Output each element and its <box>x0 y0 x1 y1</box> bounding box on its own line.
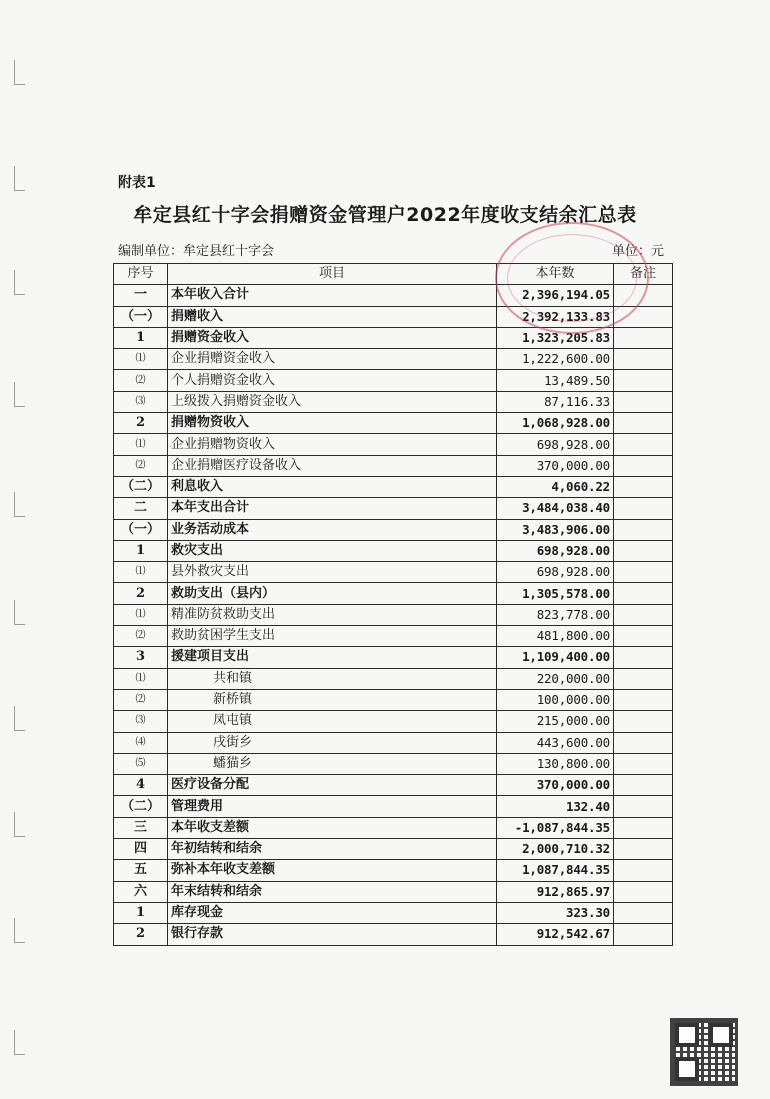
table-row <box>114 839 673 860</box>
table-row <box>114 775 673 796</box>
row-amount: 1,323,205.83 <box>497 327 614 348</box>
row-note <box>614 306 673 327</box>
row-amount: 912,542.67 <box>497 924 614 945</box>
header-amount: 本年数 <box>497 264 614 285</box>
row-seq: ⑵ <box>114 689 168 710</box>
table-row <box>114 583 673 604</box>
table-row <box>114 306 673 327</box>
row-note <box>614 775 673 796</box>
row-seq: ⑶ <box>114 391 168 412</box>
table-row <box>114 476 673 497</box>
row-note <box>614 753 673 774</box>
qr-finder-pattern <box>675 1057 699 1081</box>
row-item: 利息收入 <box>168 476 497 497</box>
table-row <box>114 540 673 561</box>
row-item: 企业捐赠物资收入 <box>168 434 497 455</box>
binding-mark <box>14 60 25 85</box>
row-item: 新桥镇 <box>168 689 497 710</box>
table-row <box>114 817 673 838</box>
currency-unit: 单位：元 <box>612 244 665 259</box>
table-row <box>114 285 673 306</box>
row-note <box>614 881 673 902</box>
table-row <box>114 668 673 689</box>
row-note <box>614 924 673 945</box>
row-note <box>614 689 673 710</box>
qr-code <box>670 1018 738 1086</box>
row-seq: 五 <box>114 860 168 881</box>
row-note <box>614 562 673 583</box>
row-seq: ⑵ <box>114 626 168 647</box>
row-amount: 1,068,928.00 <box>497 413 614 434</box>
row-note <box>614 817 673 838</box>
document-title: 牟定县红十字会捐赠资金管理户2022年度收支结余汇总表 <box>133 204 637 226</box>
header-item: 项目 <box>168 264 497 285</box>
row-note <box>614 370 673 391</box>
row-seq: （一） <box>114 519 168 540</box>
row-seq: 2 <box>114 413 168 434</box>
binding-mark <box>14 166 25 191</box>
row-seq: 三 <box>114 817 168 838</box>
binding-mark <box>14 812 25 837</box>
table-row <box>114 413 673 434</box>
row-item: 本年支出合计 <box>168 498 497 519</box>
row-amount: 3,484,038.40 <box>497 498 614 519</box>
table-row <box>114 327 673 348</box>
row-note <box>614 349 673 370</box>
row-item: 医疗设备分配 <box>168 775 497 796</box>
row-seq: 3 <box>114 647 168 668</box>
binding-mark <box>14 918 25 943</box>
row-amount: 823,778.00 <box>497 604 614 625</box>
row-amount: 2,396,194.05 <box>497 285 614 306</box>
row-seq: ⑴ <box>114 604 168 625</box>
row-seq: 1 <box>114 327 168 348</box>
row-item: 捐赠资金收入 <box>168 327 497 348</box>
table-row <box>114 604 673 625</box>
table-row <box>114 498 673 519</box>
row-seq: ⑵ <box>114 370 168 391</box>
row-amount: 3,483,906.00 <box>497 519 614 540</box>
row-amount: 2,392,133.83 <box>497 306 614 327</box>
row-note <box>614 476 673 497</box>
binding-margin-marks <box>14 0 34 1099</box>
table-row <box>114 753 673 774</box>
table-row <box>114 647 673 668</box>
table-row <box>114 391 673 412</box>
row-item: 救助支出（县内） <box>168 583 497 604</box>
row-amount: 1,087,844.35 <box>497 860 614 881</box>
row-seq: 1 <box>114 902 168 923</box>
row-seq: ⑸ <box>114 753 168 774</box>
row-seq: ⑴ <box>114 434 168 455</box>
table-header-row <box>114 264 673 285</box>
row-item: 库存现金 <box>168 902 497 923</box>
row-note <box>614 434 673 455</box>
row-note <box>614 391 673 412</box>
table-row <box>114 711 673 732</box>
row-item: 援建项目支出 <box>168 647 497 668</box>
row-item: 救助贫困学生支出 <box>168 626 497 647</box>
binding-mark <box>14 492 25 517</box>
row-amount: 130,800.00 <box>497 753 614 774</box>
row-amount: 215,000.00 <box>497 711 614 732</box>
header-note: 备注 <box>614 264 673 285</box>
row-note <box>614 498 673 519</box>
row-note <box>614 285 673 306</box>
row-amount: 2,000,710.32 <box>497 839 614 860</box>
row-seq: （二） <box>114 796 168 817</box>
row-seq: 2 <box>114 924 168 945</box>
row-note <box>614 540 673 561</box>
row-amount: 1,305,578.00 <box>497 583 614 604</box>
binding-mark <box>14 270 25 295</box>
table-row <box>114 434 673 455</box>
row-item: 弥补本年收支差额 <box>168 860 497 881</box>
row-amount: 100,000.00 <box>497 689 614 710</box>
table-row <box>114 732 673 753</box>
table-row <box>114 562 673 583</box>
row-item: 蟠猫乡 <box>168 753 497 774</box>
binding-mark <box>14 706 25 731</box>
row-item: 管理费用 <box>168 796 497 817</box>
table-row <box>114 626 673 647</box>
row-amount: 13,489.50 <box>497 370 614 391</box>
summary-table <box>113 263 673 946</box>
row-item: 共和镇 <box>168 668 497 689</box>
row-amount: 912,865.97 <box>497 881 614 902</box>
row-note <box>614 732 673 753</box>
row-amount: 4,060.22 <box>497 476 614 497</box>
row-item: 年末结转和结余 <box>168 881 497 902</box>
table-row <box>114 689 673 710</box>
row-amount: 698,928.00 <box>497 562 614 583</box>
row-item: 企业捐赠资金收入 <box>168 349 497 370</box>
row-seq: ⑴ <box>114 349 168 370</box>
table-row <box>114 860 673 881</box>
row-note <box>614 839 673 860</box>
row-amount: 698,928.00 <box>497 434 614 455</box>
row-item: 上级拨入捐赠资金收入 <box>168 391 497 412</box>
row-amount: 1,222,600.00 <box>497 349 614 370</box>
row-note <box>614 455 673 476</box>
row-amount: 220,000.00 <box>497 668 614 689</box>
row-note <box>614 327 673 348</box>
row-seq: 四 <box>114 839 168 860</box>
row-seq: 一 <box>114 285 168 306</box>
row-item: 业务活动成本 <box>168 519 497 540</box>
row-amount: 481,800.00 <box>497 626 614 647</box>
row-note <box>614 413 673 434</box>
row-note <box>614 647 673 668</box>
compiler-unit: 编制单位：牟定县红十字会 <box>118 244 275 259</box>
row-amount: 698,928.00 <box>497 540 614 561</box>
binding-mark <box>14 600 25 625</box>
binding-mark <box>14 382 25 407</box>
row-item: 本年收入合计 <box>168 285 497 306</box>
row-note <box>614 519 673 540</box>
row-amount: 443,600.00 <box>497 732 614 753</box>
row-amount: -1,087,844.35 <box>497 817 614 838</box>
row-note <box>614 711 673 732</box>
row-item: 企业捐赠医疗设备收入 <box>168 455 497 476</box>
attachment-label: 附表1 <box>118 175 156 191</box>
row-note <box>614 626 673 647</box>
row-seq: ⑶ <box>114 711 168 732</box>
row-item: 本年收支差额 <box>168 817 497 838</box>
row-item: 捐赠收入 <box>168 306 497 327</box>
row-seq: （二） <box>114 476 168 497</box>
row-note <box>614 796 673 817</box>
table-row <box>114 370 673 391</box>
row-seq: 4 <box>114 775 168 796</box>
row-amount: 370,000.00 <box>497 455 614 476</box>
row-seq: ⑷ <box>114 732 168 753</box>
row-item: 戌街乡 <box>168 732 497 753</box>
row-seq: 六 <box>114 881 168 902</box>
table-row <box>114 924 673 945</box>
row-seq: 2 <box>114 583 168 604</box>
row-note <box>614 902 673 923</box>
row-item: 精准防贫救助支出 <box>168 604 497 625</box>
row-amount: 370,000.00 <box>497 775 614 796</box>
row-item: 个人捐赠资金收入 <box>168 370 497 391</box>
row-note <box>614 583 673 604</box>
binding-mark <box>14 1030 25 1055</box>
row-seq: 1 <box>114 540 168 561</box>
table-row <box>114 881 673 902</box>
row-item: 救灾支出 <box>168 540 497 561</box>
row-seq: ⑴ <box>114 668 168 689</box>
table-row <box>114 796 673 817</box>
row-note <box>614 668 673 689</box>
row-note <box>614 860 673 881</box>
row-item: 银行存款 <box>168 924 497 945</box>
row-seq: （一） <box>114 306 168 327</box>
row-seq: ⑴ <box>114 562 168 583</box>
row-item: 年初结转和结余 <box>168 839 497 860</box>
table-row <box>114 455 673 476</box>
table-row <box>114 902 673 923</box>
header-seq: 序号 <box>114 264 168 285</box>
row-item: 凤屯镇 <box>168 711 497 732</box>
table-row <box>114 519 673 540</box>
row-amount: 132.40 <box>497 796 614 817</box>
table-row <box>114 349 673 370</box>
row-amount: 1,109,400.00 <box>497 647 614 668</box>
row-seq: 二 <box>114 498 168 519</box>
row-note <box>614 604 673 625</box>
row-seq: ⑵ <box>114 455 168 476</box>
row-item: 捐赠物资收入 <box>168 413 497 434</box>
row-amount: 323.30 <box>497 902 614 923</box>
row-amount: 87,116.33 <box>497 391 614 412</box>
row-item: 县外救灾支出 <box>168 562 497 583</box>
